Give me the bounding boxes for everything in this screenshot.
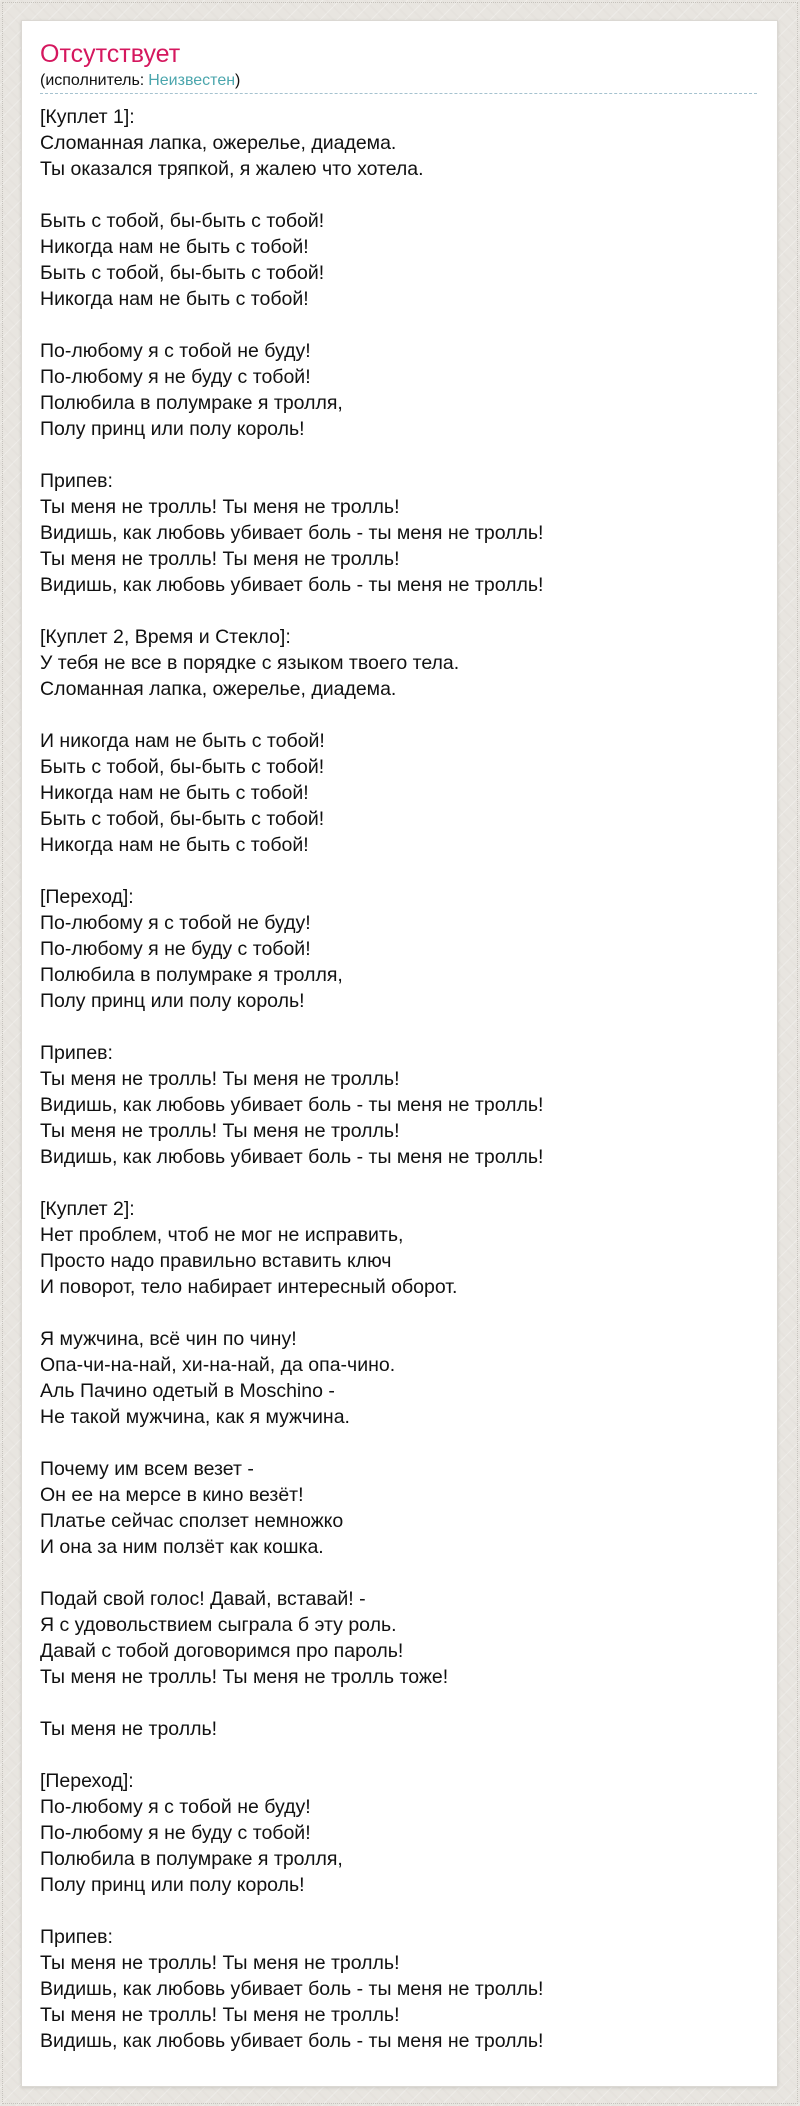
lyrics-card <box>21 20 778 2087</box>
lyric-line: Аль Пачино одетый в Moschino - <box>40 1380 335 1402</box>
lyric-line: Припев: <box>40 470 113 492</box>
lyric-line: Ты меня не тролль! Ты меня не тролль! <box>40 548 400 570</box>
lyric-blank-line <box>40 182 757 208</box>
lyric-blank-line <box>40 1430 757 1456</box>
lyric-line: Ты меня не тролль! Ты меня не тролль! <box>40 1952 400 1974</box>
lyric-line: Ты меня не тролль! Ты меня не тролль! <box>40 2004 400 2026</box>
lyric-line: [Куплет 2]: <box>40 1198 135 1220</box>
lyric-line: И поворот, тело набирает интересный оборот. <box>40 1276 458 1298</box>
lyric-blank-line <box>40 1898 757 1924</box>
lyric-line: Платье сейчас сползет немножко <box>40 1510 344 1532</box>
lyric-line: Никогда нам не быть с тобой! <box>40 236 309 258</box>
lyric-line: Я с удовольствием сыграла б эту роль. <box>40 1614 397 1636</box>
lyric-line: Никогда нам не быть с тобой! <box>40 834 309 856</box>
lyric-line: По-любому я с тобой не буду! <box>40 1796 311 1818</box>
song-title: Отсутствует <box>40 40 181 68</box>
lyric-line: По-любому я не буду с тобой! <box>40 938 311 960</box>
lyric-blank-line <box>40 1560 757 1586</box>
lyric-line: Сломанная лапка, ожерелье, диадема. <box>40 132 397 154</box>
lyric-line: По-любому я не буду с тобой! <box>40 366 311 388</box>
lyric-blank-line <box>40 1300 757 1326</box>
lyric-line: И никогда нам не быть с тобой! <box>40 730 325 752</box>
artist-label: (исполнитель: <box>40 72 145 89</box>
lyric-line: Ты меня не тролль! <box>40 1718 218 1740</box>
lyric-line: Полу принц или полу король! <box>40 990 305 1012</box>
lyric-blank-line <box>40 312 757 338</box>
lyric-line: Видишь, как любовь убивает боль - ты меня не тролль! <box>40 522 544 544</box>
lyric-blank-line <box>40 442 757 468</box>
lyric-blank-line <box>40 702 757 728</box>
lyric-line: Ты меня не тролль! Ты меня не тролль тоже! <box>40 1666 449 1688</box>
lyric-line: Никогда нам не быть с тобой! <box>40 782 309 804</box>
lyric-line: Быть с тобой, бы-быть с тобой! <box>40 210 325 232</box>
lyric-line: Подай свой голос! Давай, вставай! - <box>40 1588 366 1610</box>
lyric-line: Полу принц или полу король! <box>40 418 305 440</box>
lyric-line: Почему им всем везет - <box>40 1458 254 1480</box>
lyric-blank-line <box>40 858 757 884</box>
lyric-line: Просто надо правильно вставить ключ <box>40 1250 392 1272</box>
lyric-line: По-любому я с тобой не буду! <box>40 912 311 934</box>
lyric-line: Быть с тобой, бы-быть с тобой! <box>40 808 325 830</box>
lyric-line: Видишь, как любовь убивает боль - ты меня не тролль! <box>40 574 544 596</box>
lyric-blank-line <box>40 1742 757 1768</box>
lyric-line: Никогда нам не быть с тобой! <box>40 288 309 310</box>
lyric-line: Ты меня не тролль! Ты меня не тролль! <box>40 1068 400 1090</box>
lyric-blank-line <box>40 1170 757 1196</box>
lyric-line: Полу принц или полу король! <box>40 1874 305 1896</box>
lyric-line: И она за ним ползёт как кошка. <box>40 1536 324 1558</box>
lyric-line: Давай с тобой договоримся про пароль! <box>40 1640 404 1662</box>
lyric-line: Опа-чи-на-най, хи-на-най, да опа-чино. <box>40 1354 396 1376</box>
lyric-line: [Переход]: <box>40 886 134 908</box>
lyric-line: Видишь, как любовь убивает боль - ты меня не тролль! <box>40 1146 544 1168</box>
lyric-line: Полюбила в полумраке я тролля, <box>40 1848 343 1870</box>
artist-link[interactable]: Неизвестен <box>148 72 236 89</box>
lyric-line: Сломанная лапка, ожерелье, диадема. <box>40 678 397 700</box>
lyric-line: У тебя не все в порядке с языком твоего тела. <box>40 652 460 674</box>
lyric-line: Он ее на мерсе в кино везёт! <box>40 1484 304 1506</box>
lyric-line: Быть с тобой, бы-быть с тобой! <box>40 756 325 778</box>
lyric-line: Припев: <box>40 1926 113 1948</box>
lyric-line: По-любому я с тобой не буду! <box>40 340 311 362</box>
lyric-line: [Куплет 2, Время и Стекло]: <box>40 626 291 648</box>
lyric-line: Нет проблем, чтоб не мог не исправить, <box>40 1224 404 1246</box>
lyric-blank-line <box>40 598 757 624</box>
lyric-line: Полюбила в полумраке я тролля, <box>40 964 343 986</box>
lyric-line: Я мужчина, всё чин по чину! <box>40 1328 297 1350</box>
lyric-line: Видишь, как любовь убивает боль - ты меня не тролль! <box>40 1978 544 2000</box>
lyric-line: Быть с тобой, бы-быть с тобой! <box>40 262 325 284</box>
lyric-line: Припев: <box>40 1042 113 1064</box>
lyric-line: [Куплет 1]: <box>40 106 135 128</box>
lyric-line: Полюбила в полумраке я тролля, <box>40 392 343 414</box>
lyric-blank-line <box>40 1690 757 1716</box>
artist-line <box>40 71 757 91</box>
lyric-blank-line <box>40 1014 757 1040</box>
lyric-line: Ты меня не тролль! Ты меня не тролль! <box>40 1120 400 1142</box>
lyric-line: Видишь, как любовь убивает боль - ты меня не тролль! <box>40 1094 544 1116</box>
lyrics-text <box>40 104 757 2054</box>
lyric-line: Ты оказался тряпкой, я жалею что хотела. <box>40 158 424 180</box>
lyric-line: По-любому я не буду с тобой! <box>40 1822 311 1844</box>
artist-line-suffix: ) <box>235 72 241 89</box>
lyric-line: Видишь, как любовь убивает боль - ты меня не тролль! <box>40 2030 544 2052</box>
song-header <box>40 39 757 94</box>
lyric-line: Ты меня не тролль! Ты меня не тролль! <box>40 496 400 518</box>
lyric-line: Не такой мужчина, как я мужчина. <box>40 1406 350 1428</box>
lyric-line: [Переход]: <box>40 1770 134 1792</box>
